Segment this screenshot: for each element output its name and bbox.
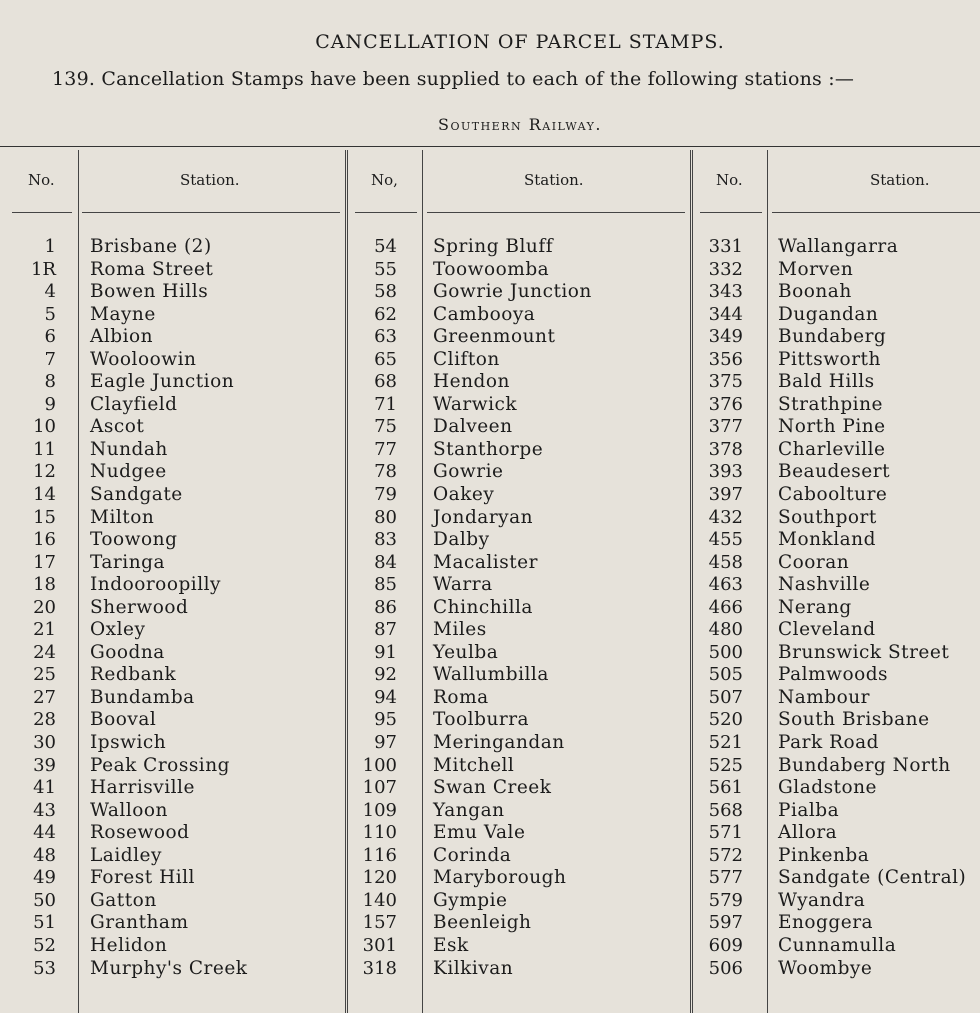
station-number: 55	[374, 258, 397, 280]
station-number: 10	[33, 416, 56, 438]
station-number-column	[337, 236, 397, 980]
station-number: 14	[33, 484, 56, 506]
station-number: 376	[708, 393, 743, 415]
station-number: 24	[33, 641, 56, 663]
station-number: 21	[33, 619, 56, 641]
station-name: Warra	[433, 574, 493, 596]
station-name: Wallumbilla	[433, 664, 549, 686]
station-number: 87	[374, 619, 397, 641]
station-number: 116	[362, 844, 397, 866]
station-name: Gowrie	[433, 461, 504, 483]
station-number: 577	[708, 867, 743, 889]
station-name: Albion	[90, 326, 154, 348]
column-divider	[422, 150, 423, 1013]
station-number: 75	[374, 416, 397, 438]
station-number: 17	[33, 551, 56, 573]
station-name: Yangan	[433, 799, 505, 821]
station-number: 63	[374, 326, 397, 348]
station-number: 466	[708, 596, 743, 618]
station-name: Cleveland	[778, 619, 876, 641]
station-number: 397	[708, 484, 743, 506]
station-number: 11	[33, 438, 56, 460]
station-name: Goodna	[90, 641, 165, 663]
station-number: 100	[362, 754, 397, 776]
station-number: 97	[374, 732, 397, 754]
station-number: 27	[33, 686, 56, 708]
station-name: Mayne	[90, 303, 156, 325]
station-name: Bundaberg North	[778, 754, 951, 776]
station-name: Eagle Junction	[90, 371, 235, 393]
station-name: Charleville	[778, 438, 886, 460]
station-number: 41	[33, 777, 56, 799]
station-name: Morven	[778, 258, 854, 280]
station-number: 107	[362, 777, 397, 799]
station-number: 505	[708, 664, 743, 686]
header-rule	[427, 212, 685, 213]
station-number: 5	[44, 303, 56, 325]
station-number: 110	[362, 822, 397, 844]
station-name: Bundaberg	[778, 326, 887, 348]
station-name: Walloon	[90, 799, 168, 821]
station-number: 18	[33, 574, 56, 596]
station-number: 16	[33, 529, 56, 551]
station-name: Yeulba	[433, 641, 499, 663]
station-number: 507	[708, 686, 743, 708]
station-number: 84	[374, 551, 397, 573]
station-number: 12	[33, 461, 56, 483]
station-number: 48	[33, 844, 56, 866]
station-name: Pinkenba	[778, 844, 870, 866]
station-number: 572	[708, 844, 743, 866]
station-name: Murphy's Creek	[90, 957, 248, 979]
station-name: Stanthorpe	[433, 438, 544, 460]
station-name: Allora	[778, 822, 838, 844]
station-number: 463	[708, 574, 743, 596]
station-name: Wyandra	[778, 889, 866, 911]
station-number: 377	[708, 416, 743, 438]
station-number: 44	[33, 822, 56, 844]
station-name: Cambooya	[433, 303, 536, 325]
intro-paragraph: 139. Cancellation Stamps have been supplied to each of the following stations :—	[52, 68, 855, 90]
station-name: Milton	[90, 506, 155, 528]
station-number: 25	[33, 664, 56, 686]
header-station-2: Station.	[524, 171, 584, 189]
station-number: 458	[708, 551, 743, 573]
station-name: Clayfield	[90, 393, 178, 415]
station-number: 1R	[30, 258, 56, 280]
station-number: 62	[374, 303, 397, 325]
station-name: Nambour	[778, 686, 870, 708]
station-number: 579	[708, 889, 743, 911]
station-name: Corinda	[433, 844, 512, 866]
station-name: Toowoomba	[433, 258, 550, 280]
header-no-1: No.	[28, 171, 55, 189]
station-number: 30	[33, 732, 56, 754]
station-number: 140	[362, 889, 397, 911]
station-number: 77	[374, 438, 397, 460]
station-name: Gowrie Junction	[433, 281, 592, 303]
station-name-column	[90, 236, 247, 980]
header-rule	[355, 212, 417, 213]
station-name: North Pine	[778, 416, 886, 438]
station-name: Toolburra	[433, 709, 530, 731]
station-number: 568	[708, 799, 743, 821]
station-number: 343	[708, 281, 743, 303]
station-name: Strathpine	[778, 393, 883, 415]
station-number: 8	[44, 371, 56, 393]
station-name-column	[778, 236, 966, 980]
station-number: 51	[33, 912, 56, 934]
station-name: Bald Hills	[778, 371, 875, 393]
station-name: Roma	[433, 686, 489, 708]
station-name: Enoggera	[778, 912, 874, 934]
station-number-column	[0, 236, 56, 980]
station-number: 58	[374, 281, 397, 303]
station-name: Emu Vale	[433, 822, 526, 844]
station-name: Hendon	[433, 371, 510, 393]
header-station-1: Station.	[180, 171, 240, 189]
station-name: Boonah	[778, 281, 852, 303]
station-name: Brisbane (2)	[90, 236, 212, 257]
station-number: 53	[33, 957, 56, 979]
station-name: Nerang	[778, 596, 852, 618]
station-name: Spring Bluff	[433, 236, 554, 257]
station-name: Bundamba	[90, 686, 195, 708]
station-number: 65	[374, 348, 397, 370]
station-name: Nundah	[90, 438, 168, 460]
station-name: Gladstone	[778, 777, 877, 799]
station-number: 86	[374, 596, 397, 618]
station-number: 378	[708, 438, 743, 460]
station-name: Palmwoods	[778, 664, 889, 686]
station-number: 455	[708, 529, 743, 551]
station-number: 393	[708, 461, 743, 483]
station-number: 525	[708, 754, 743, 776]
station-number: 349	[708, 326, 743, 348]
station-name: Pittsworth	[778, 348, 881, 370]
station-number: 4	[44, 281, 56, 303]
station-name: Gatton	[90, 889, 157, 911]
station-name: Rosewood	[90, 822, 190, 844]
station-number: 301	[362, 934, 397, 956]
station-number: 91	[374, 641, 397, 663]
station-name-column	[433, 236, 592, 980]
station-name: Monkland	[778, 529, 876, 551]
station-name: Oakey	[433, 484, 495, 506]
station-number: 7	[44, 348, 56, 370]
station-name: Gympie	[433, 889, 508, 911]
station-name: Redbank	[90, 664, 177, 686]
station-name: Macalister	[433, 551, 538, 573]
station-name: Cunnamulla	[778, 934, 897, 956]
station-number: 597	[708, 912, 743, 934]
station-name: Ipswich	[90, 732, 167, 754]
column-divider	[767, 150, 768, 1013]
station-name: Pialba	[778, 799, 840, 821]
station-name: Ascot	[90, 416, 145, 438]
station-name: Forest Hill	[90, 867, 195, 889]
station-number: 561	[708, 777, 743, 799]
station-name: Sandgate	[90, 484, 183, 506]
station-name: Miles	[433, 619, 487, 641]
station-number: 120	[362, 867, 397, 889]
station-number: 157	[362, 912, 397, 934]
station-name: Harrisville	[90, 777, 195, 799]
station-name: Meringandan	[433, 732, 565, 754]
header-rule	[82, 212, 340, 213]
header-rule	[700, 212, 762, 213]
station-number: 344	[708, 303, 743, 325]
station-number: 71	[374, 393, 397, 415]
station-name: Cooran	[778, 551, 850, 573]
station-name: Caboolture	[778, 484, 888, 506]
station-number: 80	[374, 506, 397, 528]
station-name: Roma Street	[90, 258, 214, 280]
station-name: Toowong	[90, 529, 178, 551]
station-name: Kilkivan	[433, 957, 514, 979]
header-station-3: Station.	[870, 171, 930, 189]
station-number: 78	[374, 461, 397, 483]
station-name: Park Road	[778, 732, 880, 754]
station-name: Jondaryan	[433, 506, 534, 528]
station-number: 6	[44, 326, 56, 348]
station-number: 432	[708, 506, 743, 528]
station-name: Nashville	[778, 574, 871, 596]
station-number: 332	[708, 258, 743, 280]
station-number: 28	[33, 709, 56, 731]
column-divider	[78, 150, 79, 1013]
station-number: 95	[374, 709, 397, 731]
station-name: Southport	[778, 506, 877, 528]
station-name: Esk	[433, 934, 469, 956]
station-number: 94	[374, 686, 397, 708]
station-number: 609	[708, 934, 743, 956]
station-name: Booval	[90, 709, 157, 731]
station-name: Maryborough	[433, 867, 567, 889]
station-name: Helidon	[90, 934, 168, 956]
railway-heading: Southern Railway.	[438, 115, 602, 134]
station-name: Wooloowin	[90, 348, 197, 370]
station-number: 331	[708, 236, 743, 257]
station-number: 85	[374, 574, 397, 596]
header-no-3: No.	[716, 171, 743, 189]
station-name: Swan Creek	[433, 777, 552, 799]
station-name: Warwick	[433, 393, 518, 415]
station-name: Dalveen	[433, 416, 513, 438]
station-name: Chinchilla	[433, 596, 533, 618]
station-number: 500	[708, 641, 743, 663]
station-number: 83	[374, 529, 397, 551]
station-number: 375	[708, 371, 743, 393]
station-number: 15	[33, 506, 56, 528]
station-name: Peak Crossing	[90, 754, 230, 776]
station-number: 43	[33, 799, 56, 821]
station-number: 571	[708, 822, 743, 844]
station-number: 109	[362, 799, 397, 821]
station-number: 356	[708, 348, 743, 370]
station-name: Laidley	[90, 844, 162, 866]
station-name: Dugandan	[778, 303, 879, 325]
station-number: 1	[44, 236, 56, 257]
station-name: Brunswick Street	[778, 641, 950, 663]
header-rule	[772, 212, 980, 213]
station-number: 520	[708, 709, 743, 731]
station-name: Woombye	[778, 957, 873, 979]
station-name: Dalby	[433, 529, 490, 551]
station-name: South Brisbane	[778, 709, 930, 731]
station-number: 9	[44, 393, 56, 415]
station-name: Taringa	[90, 551, 165, 573]
station-name: Wallangarra	[778, 236, 899, 257]
station-name: Indooroopilly	[90, 574, 222, 596]
station-number: 52	[33, 934, 56, 956]
station-number: 68	[374, 371, 397, 393]
header-no-2: No,	[371, 171, 398, 189]
station-number: 506	[708, 957, 743, 979]
station-number: 79	[374, 484, 397, 506]
station-number: 20	[33, 596, 56, 618]
station-number: 480	[708, 619, 743, 641]
station-number-column	[683, 236, 743, 980]
page-title: CANCELLATION OF PARCEL STAMPS.	[315, 31, 725, 53]
station-name: Beaudesert	[778, 461, 890, 483]
station-number: 92	[374, 664, 397, 686]
station-name: Sandgate (Central)	[778, 867, 967, 889]
table-top-rule	[0, 146, 980, 147]
station-name: Beenleigh	[433, 912, 532, 934]
station-name: Clifton	[433, 348, 500, 370]
station-name: Sherwood	[90, 596, 189, 618]
station-name: Nudgee	[90, 461, 167, 483]
station-name: Greenmount	[433, 326, 556, 348]
station-name: Grantham	[90, 912, 189, 934]
station-number: 318	[362, 957, 397, 979]
station-number: 49	[33, 867, 56, 889]
station-name: Oxley	[90, 619, 146, 641]
station-number: 54	[374, 236, 397, 257]
station-number: 39	[33, 754, 56, 776]
station-name: Mitchell	[433, 754, 515, 776]
station-name: Bowen Hills	[90, 281, 209, 303]
header-rule	[12, 212, 72, 213]
station-number: 521	[708, 732, 743, 754]
station-number: 50	[33, 889, 56, 911]
